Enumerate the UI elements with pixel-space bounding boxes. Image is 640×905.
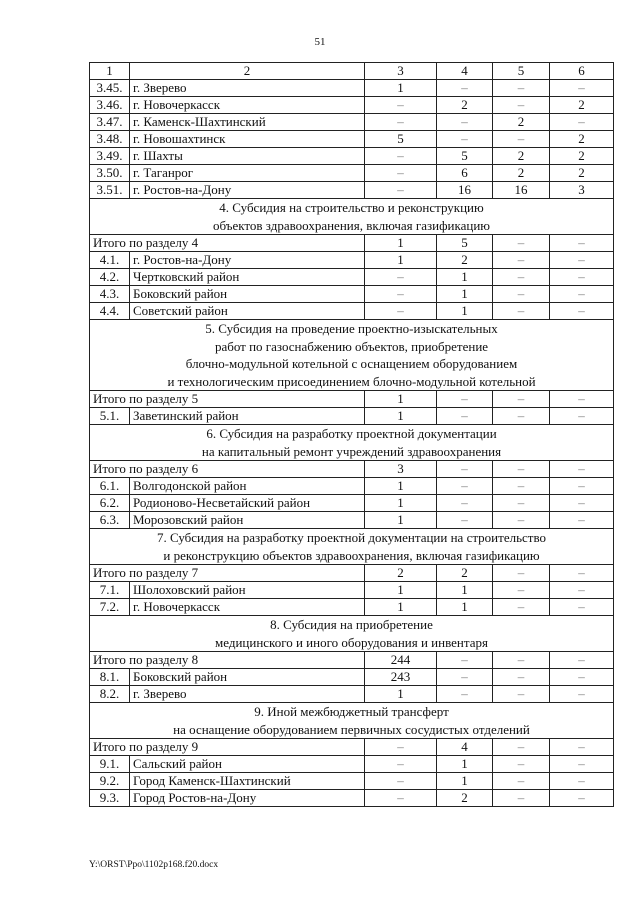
value-cell-c5: 2 bbox=[493, 165, 550, 182]
value-cell-c4: – bbox=[437, 114, 493, 131]
value-cell-c6: 3 bbox=[550, 182, 614, 199]
row-number-cell: 7.2. bbox=[90, 599, 130, 616]
row-name-cell: г. Новочеркасск bbox=[130, 97, 365, 114]
value-cell-c3: – bbox=[365, 269, 437, 286]
row-number-cell: 3.48. bbox=[90, 131, 130, 148]
row-name-cell: г. Ростов-на-Дону bbox=[130, 252, 365, 269]
value-cell-c6: – bbox=[550, 652, 614, 669]
value-cell-c3: – bbox=[365, 97, 437, 114]
value-cell-c4: – bbox=[437, 686, 493, 703]
section-title bbox=[90, 320, 614, 391]
value-cell-c5: – bbox=[493, 739, 550, 756]
table-row bbox=[90, 303, 614, 320]
value-cell-c5: – bbox=[493, 790, 550, 807]
value-cell-c6: – bbox=[550, 80, 614, 97]
row-number-cell: 3.45. bbox=[90, 80, 130, 97]
value-cell-c4: – bbox=[437, 80, 493, 97]
section-title bbox=[90, 529, 614, 565]
value-cell-c4: 1 bbox=[437, 269, 493, 286]
value-cell-c3: 1 bbox=[365, 512, 437, 529]
row-name-cell: г. Зверево bbox=[130, 686, 365, 703]
section-title-line: на оснащение оборудованием первичных сосудистых отделений bbox=[173, 721, 530, 737]
value-cell-c5: – bbox=[493, 131, 550, 148]
page-number: 51 bbox=[314, 36, 326, 48]
row-name-cell: г. Шахты bbox=[130, 148, 365, 165]
value-cell-c5: – bbox=[493, 80, 550, 97]
value-cell-c5: – bbox=[493, 599, 550, 616]
value-cell-c6: 2 bbox=[550, 97, 614, 114]
value-cell-c4: 1 bbox=[437, 582, 493, 599]
value-cell-c3: – bbox=[365, 303, 437, 320]
value-cell-c5: – bbox=[493, 756, 550, 773]
value-cell-c5: 16 bbox=[493, 182, 550, 199]
value-cell-c5: – bbox=[493, 652, 550, 669]
section-total-label: Итого по разделу 5 bbox=[90, 391, 365, 408]
value-cell-c6: – bbox=[550, 773, 614, 790]
row-number-cell: 4.2. bbox=[90, 269, 130, 286]
row-name-cell: Родионово-Несветайский район bbox=[130, 495, 365, 512]
value-cell-c4: 6 bbox=[437, 165, 493, 182]
table-body bbox=[90, 63, 614, 807]
subsidy-table bbox=[89, 62, 614, 807]
section-title-line: 5. Субсидия на проведение проектно-изыскательных bbox=[205, 321, 498, 336]
value-cell-c5: – bbox=[493, 97, 550, 114]
row-number-cell: 3.49. bbox=[90, 148, 130, 165]
section-title-line: 9. Иной межбюджетный трансферт bbox=[254, 704, 449, 719]
row-name-cell: Город Каменск-Шахтинский bbox=[130, 773, 365, 790]
row-name-cell: г. Новошахтинск bbox=[130, 131, 365, 148]
footer-file-path: Y:\ORST\Ppo\1102p168.f20.docx bbox=[89, 860, 219, 870]
value-cell-c3: 5 bbox=[365, 131, 437, 148]
value-cell-c3: 1 bbox=[365, 252, 437, 269]
value-cell-c4: 1 bbox=[437, 756, 493, 773]
section-title-line: блочно-модульной котельной с оснащением оборудованием bbox=[185, 356, 518, 371]
value-cell-c4: – bbox=[437, 652, 493, 669]
value-cell-c5: 2 bbox=[493, 148, 550, 165]
value-cell-c4: – bbox=[437, 131, 493, 148]
value-cell-c5: – bbox=[493, 512, 550, 529]
value-cell-c3: 1 bbox=[365, 235, 437, 252]
value-cell-c3: – bbox=[365, 165, 437, 182]
value-cell-c3: 3 bbox=[365, 461, 437, 478]
value-cell-c6: – bbox=[550, 408, 614, 425]
value-cell-c5: – bbox=[493, 269, 550, 286]
value-cell-c4: 1 bbox=[437, 599, 493, 616]
value-cell-c4: 1 bbox=[437, 286, 493, 303]
value-cell-c4: – bbox=[437, 669, 493, 686]
table-row bbox=[90, 495, 614, 512]
row-name-cell: Чертковский район bbox=[130, 269, 365, 286]
table-row bbox=[90, 790, 614, 807]
value-cell-c3: 1 bbox=[365, 478, 437, 495]
row-name-cell: г. Каменск-Шахтинский bbox=[130, 114, 365, 131]
section-title bbox=[90, 425, 614, 461]
value-cell-c4: 5 bbox=[437, 148, 493, 165]
table-row bbox=[90, 478, 614, 495]
row-number-cell: 9.2. bbox=[90, 773, 130, 790]
table-row bbox=[90, 512, 614, 529]
section-title bbox=[90, 703, 614, 739]
section-heading-row bbox=[90, 199, 614, 235]
column-header: 5 bbox=[493, 63, 550, 80]
value-cell-c6: – bbox=[550, 790, 614, 807]
value-cell-c3: 1 bbox=[365, 582, 437, 599]
section-heading-row bbox=[90, 529, 614, 565]
value-cell-c4: – bbox=[437, 391, 493, 408]
value-cell-c5: – bbox=[493, 669, 550, 686]
table-row bbox=[90, 252, 614, 269]
value-cell-c4: – bbox=[437, 478, 493, 495]
row-number-cell: 6.1. bbox=[90, 478, 130, 495]
value-cell-c4: – bbox=[437, 512, 493, 529]
value-cell-c6: – bbox=[550, 669, 614, 686]
row-number-cell: 4.1. bbox=[90, 252, 130, 269]
row-name-cell: Боковский район bbox=[130, 286, 365, 303]
section-title-line: медицинского и иного оборудования и инвентаря bbox=[215, 634, 488, 650]
row-name-cell: Заветинский район bbox=[130, 408, 365, 425]
table-row bbox=[90, 686, 614, 703]
value-cell-c4: – bbox=[437, 408, 493, 425]
value-cell-c5: – bbox=[493, 391, 550, 408]
value-cell-c6: – bbox=[550, 461, 614, 478]
section-total-row bbox=[90, 565, 614, 582]
row-number-cell: 8.1. bbox=[90, 669, 130, 686]
section-total-label: Итого по разделу 4 bbox=[90, 235, 365, 252]
value-cell-c3: 1 bbox=[365, 80, 437, 97]
table-row bbox=[90, 148, 614, 165]
section-title bbox=[90, 199, 614, 235]
section-total-label: Итого по разделу 7 bbox=[90, 565, 365, 582]
row-number-cell: 9.3. bbox=[90, 790, 130, 807]
value-cell-c4: – bbox=[437, 495, 493, 512]
value-cell-c5: 2 bbox=[493, 114, 550, 131]
value-cell-c6: – bbox=[550, 303, 614, 320]
row-number-cell: 7.1. bbox=[90, 582, 130, 599]
section-title-line: и технологическим присоединением блочно-модульной котельной bbox=[167, 373, 536, 389]
row-number-cell: 3.51. bbox=[90, 182, 130, 199]
column-header: 1 bbox=[90, 63, 130, 80]
value-cell-c6: 2 bbox=[550, 165, 614, 182]
row-number-cell: 3.46. bbox=[90, 97, 130, 114]
column-header: 3 bbox=[365, 63, 437, 80]
table-row bbox=[90, 582, 614, 599]
value-cell-c3: 243 bbox=[365, 669, 437, 686]
value-cell-c4: 1 bbox=[437, 773, 493, 790]
value-cell-c3: 1 bbox=[365, 599, 437, 616]
section-heading-row bbox=[90, 425, 614, 461]
row-name-cell: Морозовский район bbox=[130, 512, 365, 529]
value-cell-c3: – bbox=[365, 739, 437, 756]
section-total-row bbox=[90, 739, 614, 756]
column-header: 6 bbox=[550, 63, 614, 80]
row-number-cell: 3.50. bbox=[90, 165, 130, 182]
value-cell-c5: – bbox=[493, 303, 550, 320]
table-row bbox=[90, 97, 614, 114]
row-name-cell: Сальский район bbox=[130, 756, 365, 773]
value-cell-c5: – bbox=[493, 686, 550, 703]
section-title-line: 8. Субсидия на приобретение bbox=[270, 617, 433, 632]
value-cell-c6: – bbox=[550, 756, 614, 773]
row-number-cell: 4.4. bbox=[90, 303, 130, 320]
value-cell-c6: 2 bbox=[550, 131, 614, 148]
value-cell-c6: – bbox=[550, 235, 614, 252]
section-total-row bbox=[90, 391, 614, 408]
row-name-cell: Волгодонской район bbox=[130, 478, 365, 495]
table-row bbox=[90, 182, 614, 199]
row-name-cell: Боковский район bbox=[130, 669, 365, 686]
value-cell-c5: – bbox=[493, 252, 550, 269]
section-title-line: 7. Субсидия на разработку проектной документации на строительство bbox=[156, 530, 547, 545]
value-cell-c3: – bbox=[365, 286, 437, 303]
row-number-cell: 8.2. bbox=[90, 686, 130, 703]
column-header-row bbox=[90, 63, 614, 80]
row-name-cell: г. Новочеркасск bbox=[130, 599, 365, 616]
table-row bbox=[90, 131, 614, 148]
value-cell-c3: 1 bbox=[365, 391, 437, 408]
section-total-label: Итого по разделу 9 bbox=[90, 739, 365, 756]
value-cell-c6: – bbox=[550, 478, 614, 495]
section-heading-row bbox=[90, 703, 614, 739]
value-cell-c6: 2 bbox=[550, 148, 614, 165]
value-cell-c5: – bbox=[493, 478, 550, 495]
section-title-line: на капитальный ремонт учреждений здравоохранения bbox=[201, 443, 502, 459]
value-cell-c3: – bbox=[365, 756, 437, 773]
row-number-cell: 9.1. bbox=[90, 756, 130, 773]
section-title-line: объектов здравоохранения, включая газификацию bbox=[212, 217, 490, 233]
table-row bbox=[90, 269, 614, 286]
value-cell-c4: – bbox=[437, 461, 493, 478]
value-cell-c3: – bbox=[365, 182, 437, 199]
value-cell-c6: – bbox=[550, 286, 614, 303]
value-cell-c4: 1 bbox=[437, 303, 493, 320]
row-name-cell: Советский район bbox=[130, 303, 365, 320]
value-cell-c3: – bbox=[365, 790, 437, 807]
value-cell-c5: – bbox=[493, 235, 550, 252]
row-name-cell: Город Ростов-на-Дону bbox=[130, 790, 365, 807]
value-cell-c5: – bbox=[493, 461, 550, 478]
value-cell-c5: – bbox=[493, 773, 550, 790]
value-cell-c5: – bbox=[493, 565, 550, 582]
section-heading-row bbox=[90, 616, 614, 652]
table-row bbox=[90, 286, 614, 303]
value-cell-c3: – bbox=[365, 114, 437, 131]
value-cell-c6: – bbox=[550, 599, 614, 616]
section-title-line: и реконструкцию объектов здравоохранения, включая газификацию bbox=[163, 547, 540, 563]
value-cell-c4: 2 bbox=[437, 790, 493, 807]
value-cell-c6: – bbox=[550, 269, 614, 286]
section-title-line: 6. Субсидия на разработку проектной документации bbox=[206, 426, 497, 441]
row-number-cell: 3.47. bbox=[90, 114, 130, 131]
table-row bbox=[90, 599, 614, 616]
value-cell-c3: – bbox=[365, 773, 437, 790]
value-cell-c4: 4 bbox=[437, 739, 493, 756]
section-total-row bbox=[90, 652, 614, 669]
section-total-label: Итого по разделу 6 bbox=[90, 461, 365, 478]
row-number-cell: 6.3. bbox=[90, 512, 130, 529]
value-cell-c3: 244 bbox=[365, 652, 437, 669]
value-cell-c6: – bbox=[550, 582, 614, 599]
table-row bbox=[90, 165, 614, 182]
value-cell-c4: 2 bbox=[437, 97, 493, 114]
value-cell-c6: – bbox=[550, 565, 614, 582]
value-cell-c6: – bbox=[550, 686, 614, 703]
value-cell-c6: – bbox=[550, 512, 614, 529]
value-cell-c4: 5 bbox=[437, 235, 493, 252]
value-cell-c5: – bbox=[493, 582, 550, 599]
value-cell-c3: – bbox=[365, 148, 437, 165]
value-cell-c6: – bbox=[550, 739, 614, 756]
table-row bbox=[90, 408, 614, 425]
table-row bbox=[90, 669, 614, 686]
value-cell-c3: 1 bbox=[365, 686, 437, 703]
table-row bbox=[90, 756, 614, 773]
value-cell-c6: – bbox=[550, 252, 614, 269]
table-row bbox=[90, 80, 614, 97]
section-heading-row bbox=[90, 320, 614, 391]
table-row bbox=[90, 114, 614, 131]
value-cell-c5: – bbox=[493, 408, 550, 425]
section-total-label: Итого по разделу 8 bbox=[90, 652, 365, 669]
value-cell-c6: – bbox=[550, 495, 614, 512]
row-name-cell: г. Ростов-на-Дону bbox=[130, 182, 365, 199]
value-cell-c6: – bbox=[550, 391, 614, 408]
value-cell-c3: 1 bbox=[365, 495, 437, 512]
table-row bbox=[90, 773, 614, 790]
row-number-cell: 6.2. bbox=[90, 495, 130, 512]
section-title-line: 4. Субсидия на строительство и реконструкцию bbox=[219, 200, 484, 215]
section-title bbox=[90, 616, 614, 652]
row-number-cell: 5.1. bbox=[90, 408, 130, 425]
value-cell-c3: 1 bbox=[365, 408, 437, 425]
value-cell-c5: – bbox=[493, 495, 550, 512]
row-name-cell: г. Таганрог bbox=[130, 165, 365, 182]
section-title-line: работ по газоснабжению объектов, приобретение bbox=[214, 338, 489, 354]
row-name-cell: Шолоховский район bbox=[130, 582, 365, 599]
section-total-row bbox=[90, 235, 614, 252]
value-cell-c6: – bbox=[550, 114, 614, 131]
row-name-cell: г. Зверево bbox=[130, 80, 365, 97]
section-total-row bbox=[90, 461, 614, 478]
column-header: 2 bbox=[130, 63, 365, 80]
value-cell-c4: 2 bbox=[437, 565, 493, 582]
value-cell-c5: – bbox=[493, 286, 550, 303]
value-cell-c4: 2 bbox=[437, 252, 493, 269]
value-cell-c4: 16 bbox=[437, 182, 493, 199]
value-cell-c3: 2 bbox=[365, 565, 437, 582]
row-number-cell: 4.3. bbox=[90, 286, 130, 303]
column-header: 4 bbox=[437, 63, 493, 80]
